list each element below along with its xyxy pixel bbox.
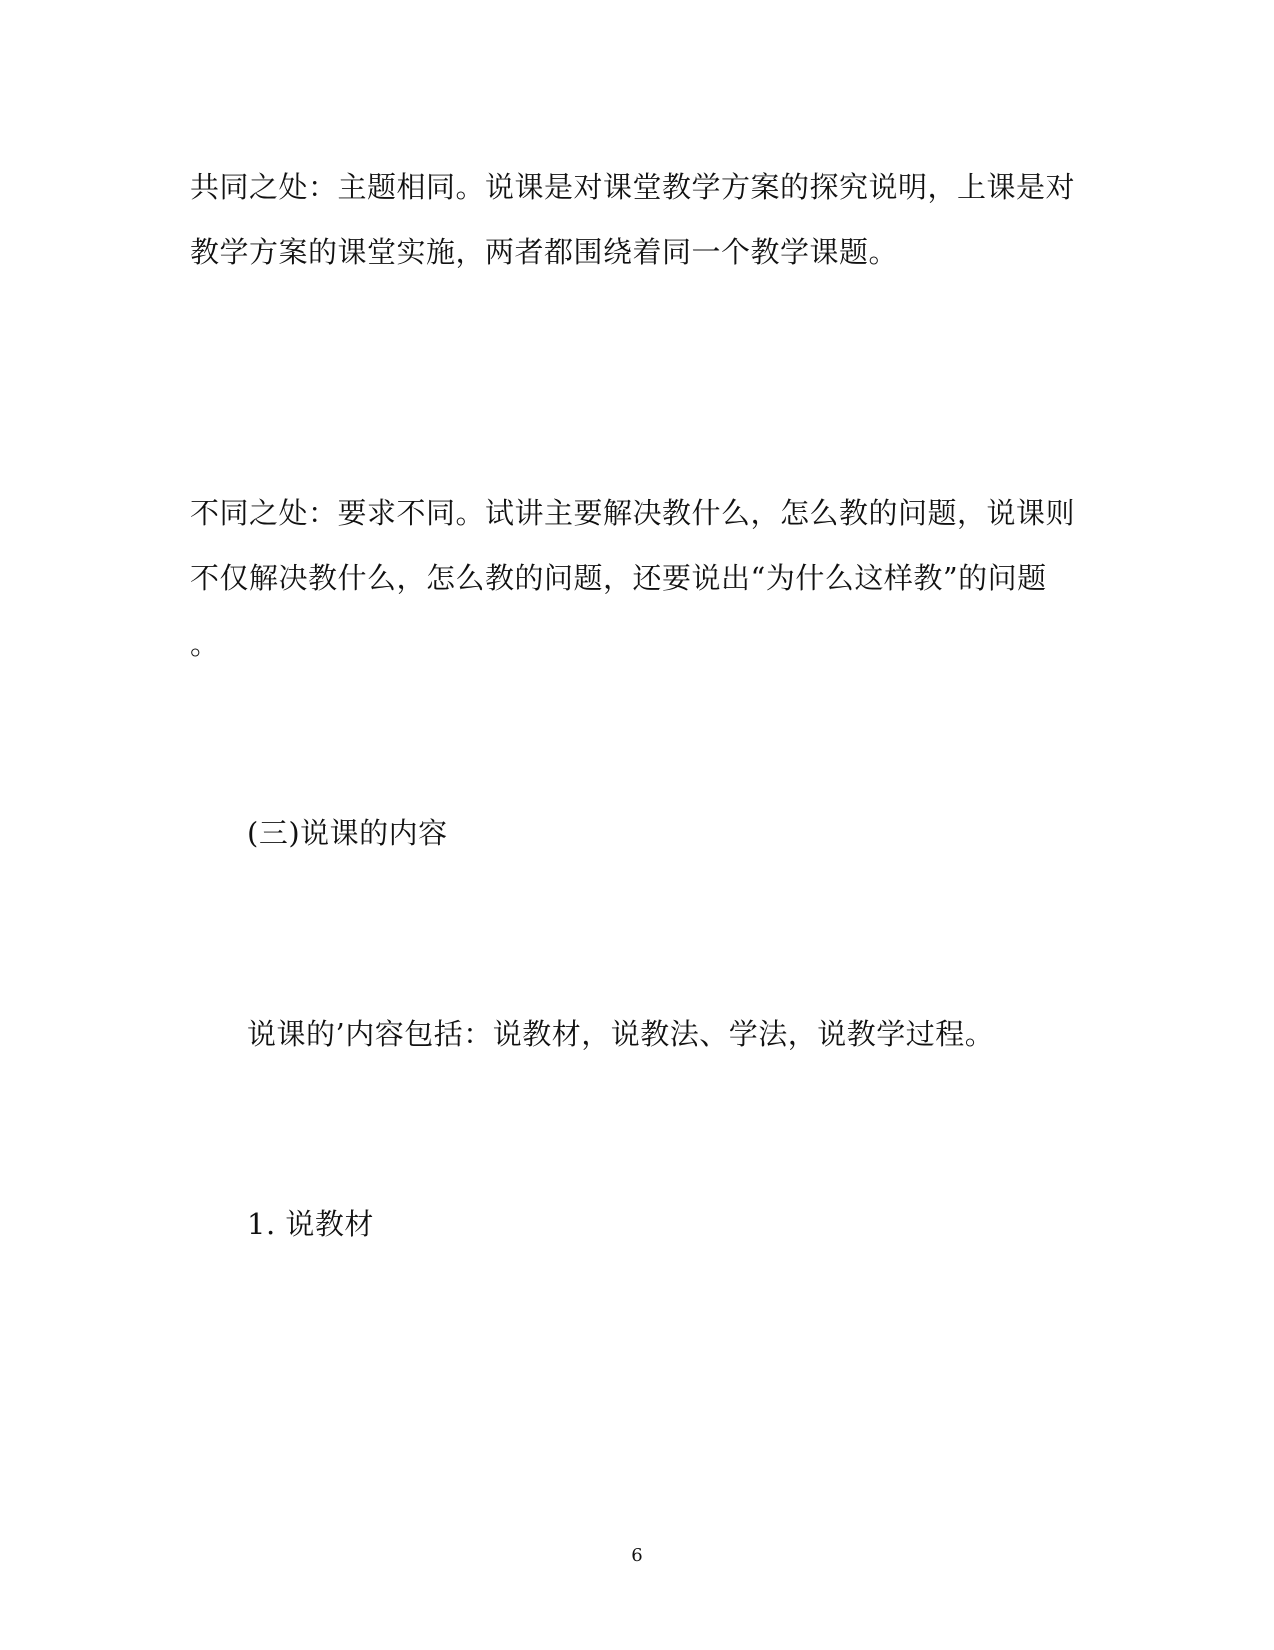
page-number: 6 [631, 1545, 643, 1566]
paragraph-diff-line-2: 不仅解决教什么，怎么教的问题，还要说出“为什么这样教”的问题 [190, 561, 1047, 595]
paragraph-same-line-2: 教学方案的课堂实施，两者都围绕着同一个教学课题。 [190, 235, 899, 269]
subheading: 1. 说教材 [247, 1207, 374, 1241]
paragraph-same-line-1: 共同之处：主题相同。说课是对课堂教学方案的探究说明，上课是对 [190, 170, 1076, 204]
paragraph-diff-line-1: 不同之处：要求不同。试讲主要解决教什么，怎么教的问题，说课则 [190, 496, 1076, 530]
paragraph-diff-line-3: 。 [190, 627, 220, 661]
section-heading: (三)说课的内容 [247, 816, 448, 850]
content-sentence: 说课的’内容包括：说教材，说教法、学法，说教学过程。 [247, 1017, 995, 1051]
